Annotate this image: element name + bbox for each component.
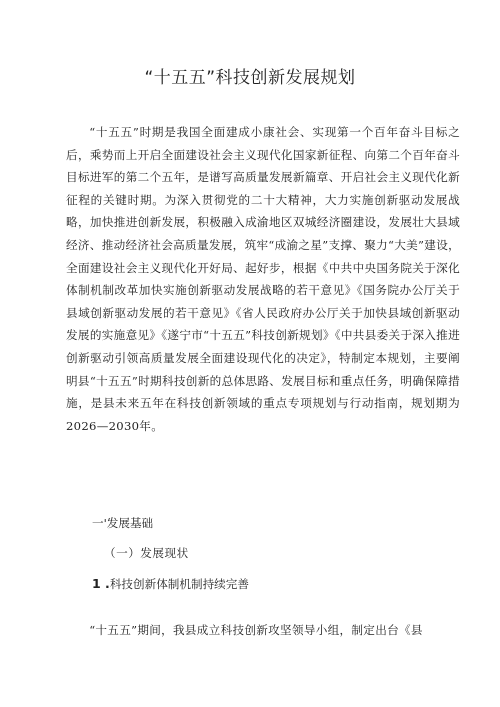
item-heading-text: 科技创新体制机制持续完善: [109, 577, 249, 591]
subsection-heading: （一）发展现状: [104, 546, 189, 560]
section-heading: 一'发展基础: [92, 516, 154, 530]
item-heading: [92, 576, 249, 592]
body-paragraph: “十五五”期间，我县成立科技创新攻坚领导小组，制定出台《县: [89, 623, 423, 637]
item-number: 1 .: [92, 576, 110, 591]
intro-paragraph: “十五五”时期是我国全面建成小康社会、实现第一个百年奋斗目标之后，乘势而上开启全面建设社会主义现代化国家新征程、向第二个百年奋斗目标进军的第二个五年，是谱写高质量发展新篇章、开启社会主义现代化新征程的关键时期。为深入贯彻党的二十大精神，大力实施创新驱动发展战略，加快推进创新发展，积极融入成渝地区双城经济圈建设，发展壮大县域经济、推动经济社会高质量发展，筑牢“成渝之星”支撑、聚力“大美”建设，全面建设社会主义现代化开好局、起好步，根据《中共中央国务院关于深化体制机制改革加快实施创新驱动发展战略的若干意见》《国务院办公厅关于县域创新驱动发展的若干意见》《省人民政府办公厅关于加快县域创新驱动发展的实施意见》《遂宁市“十五五”科技创新规划》《中共县委关于深入推进创新驱动引领高质量发展全面建设现代化的决定》，特制定本规划，主要阐明县“十五五”时期科技创新的总体思路、发展目标和重点任务，明确保障措施，是县未来五年在科技创新领域的重点专项规划与行动指南，规划期为2026—2030年。: [66, 125, 460, 433]
document-title: “十五五”科技创新发展规划: [144, 68, 356, 88]
